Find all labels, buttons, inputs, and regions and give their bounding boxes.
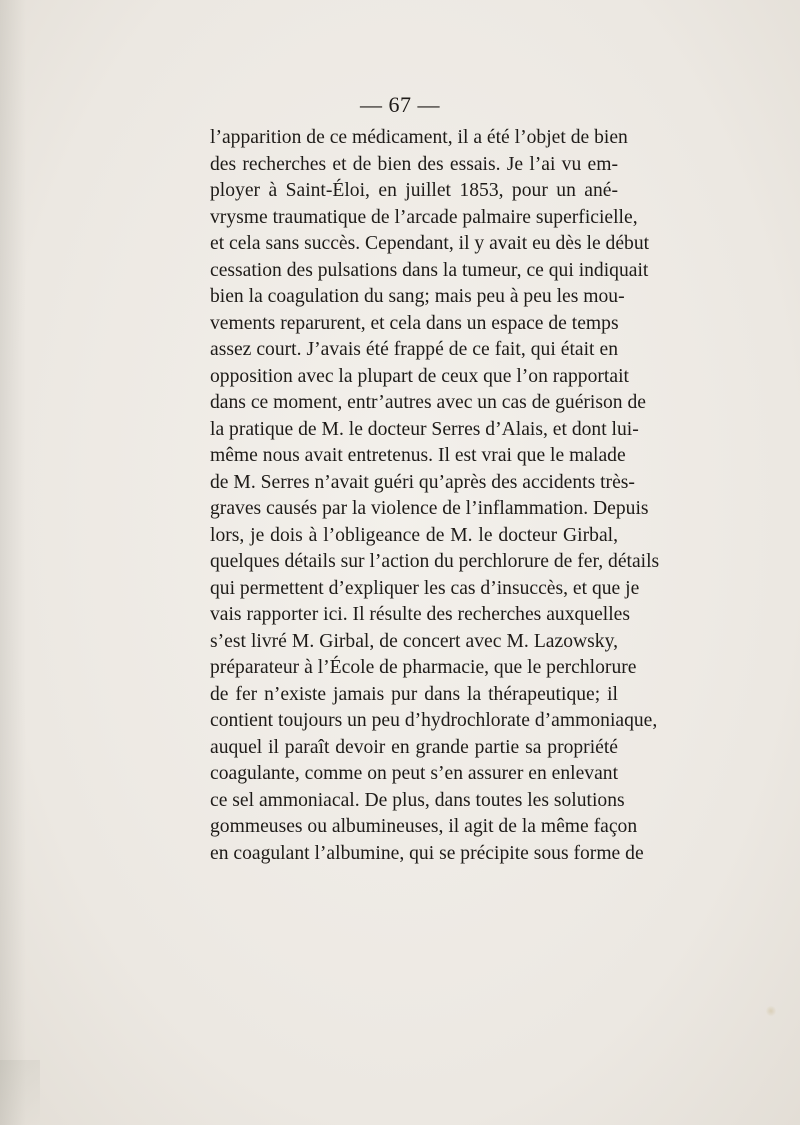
text-line: coagulante, comme on peut s’en assurer en enlevant	[210, 763, 619, 784]
text-line: quelques détails sur l’action du perchlorure de fer, détails	[210, 551, 660, 572]
text-line: même nous avait entretenus. Il est vrai que le malade	[210, 445, 626, 466]
text-line: l’apparition de ce médicament, il a été l’objet de bien	[210, 127, 628, 148]
page-edge-shadow	[0, 0, 26, 1125]
text-line: en coagulant l’albumine, qui se précipite sous forme de	[210, 842, 644, 864]
text-line: s’est livré M. Girbal, de concert avec M. Lazowsky,	[210, 630, 618, 652]
text-line: vements reparurent, et cela dans un espace de temps	[210, 312, 619, 334]
text-line: de M. Serres n’avait guéri qu’après des accidents très-	[210, 471, 635, 493]
text-line: et cela sans succès. Cependant, il y avait eu dès le début	[210, 233, 650, 254]
text-line: ce sel ammoniacal. De plus, dans toutes les solutions	[210, 789, 625, 811]
text-line: la pratique de M. le docteur Serres d’Alais, et dont lui-	[210, 418, 639, 440]
text-line: préparateur à l’École de pharmacie, que le perchlorure	[210, 657, 637, 678]
text-line: de fer n’existe jamais pur dans la thérapeutique; il	[210, 683, 618, 705]
text-line: bien la coagulation du sang; mais peu à peu les mou-	[210, 286, 625, 307]
text-line: cessation des pulsations dans la tumeur, ce qui indiquait	[210, 259, 649, 281]
text-line: graves causés par la violence de l’inflammation. Depuis	[210, 498, 649, 519]
text-line: auquel il paraît devoir en grande partie sa propriété	[210, 736, 618, 758]
text-line: ployer à Saint-Éloi, en juillet 1853, pour un ané-	[210, 180, 618, 201]
text-line: dans ce moment, entr’autres avec un cas de guérison de	[210, 392, 646, 413]
paper-stain	[766, 1005, 776, 1017]
text-line: qui permettent d’expliquer les cas d’insuccès, et que je	[210, 577, 640, 599]
corner-discoloration	[0, 1060, 40, 1125]
text-line: contient toujours un peu d’hydrochlorate d’ammoniaque,	[210, 710, 658, 731]
text-line: assez court. J’avais été frappé de ce fait, qui était en	[210, 339, 618, 360]
text-line: opposition avec la plupart de ceux que l’on rapportait	[210, 365, 629, 387]
page-number: — 67 —	[360, 92, 440, 117]
body-text	[210, 125, 660, 867]
text-line: vrysme traumatique de l’arcade palmaire superficielle,	[210, 206, 638, 228]
text-line: des recherches et de bien des essais. Je l’ai vu em-	[210, 153, 618, 175]
text-line: gommeuses ou albumineuses, il agit de la même façon	[210, 816, 638, 837]
text-line: lors, je dois à l’obligeance de M. le docteur Girbal,	[210, 524, 618, 546]
text-line: vais rapporter ici. Il résulte des recherches auxquelles	[210, 604, 630, 625]
